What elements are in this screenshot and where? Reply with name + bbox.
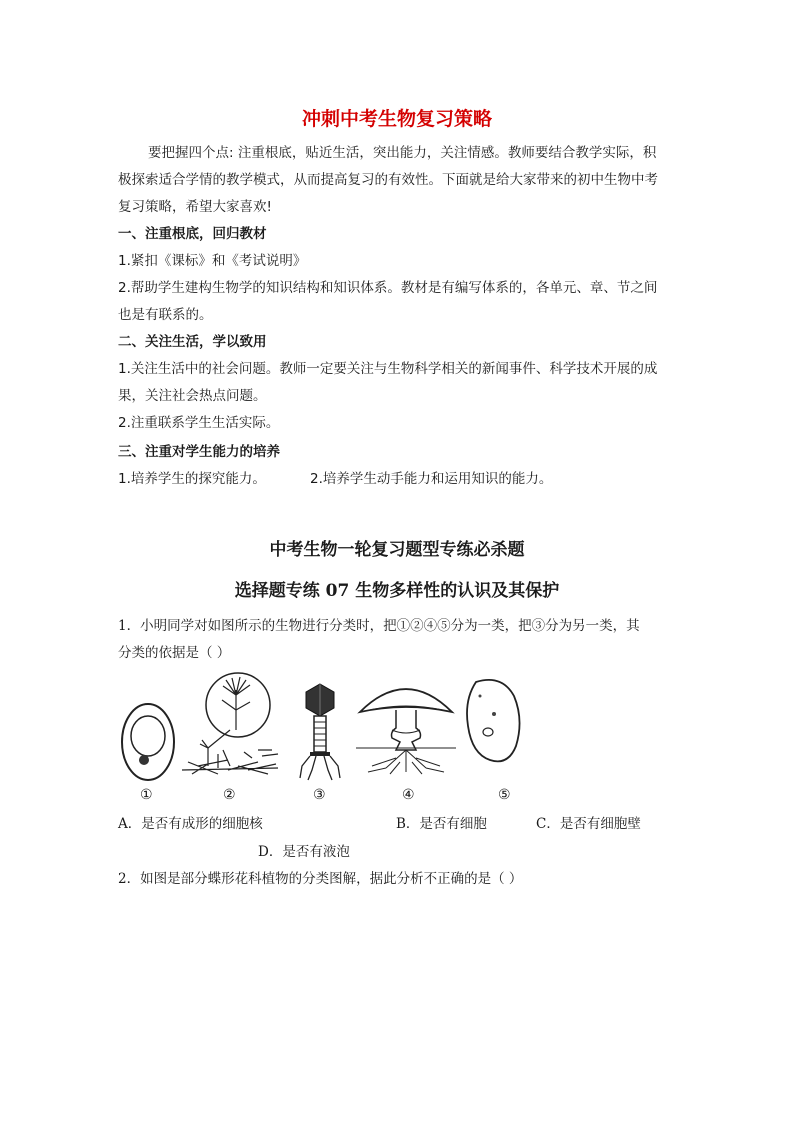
figure-label-5: ⑤ [498,787,511,803]
question-2-line-1: 2．如图是部分蝶形花科植物的分类图解，据此分析不正确的是（ ） [118,871,523,887]
section-1-heading: 一、注重根底，回归教材 [118,226,267,242]
intro-line-2: 极探索适合学情的教学模式，从而提高复习的有效性。下面就是给大家带来的初中生物中考 [118,172,658,188]
yeast-cell-icon [118,700,178,784]
section-2-item-1b: 果，关注社会热点问题。 [118,388,267,404]
section-1-item-1: 1.紧扣《课标》和《考试说明》 [118,253,307,269]
section-2-item-2: 2.注重联系学生生活实际。 [118,415,280,431]
question-1-line-1: 1．小明同学对如图所示的生物进行分类时，把①②④⑤分为一类，把③分为另一类，其 [118,618,640,634]
figure-label-3: ③ [313,787,326,803]
option-d[interactable]: D．是否有液泡 [258,844,350,860]
intro-line-3: 复习策略，希望大家喜欢! [118,199,272,215]
option-c[interactable]: C．是否有细胞壁 [536,816,641,832]
section-2-heading: 二、关注生活，学以致用 [118,334,267,350]
paramecium-icon [462,676,524,766]
mold-hyphae-icon [178,670,288,780]
section-1-item-2a: 2.帮助学生建构生物学的知识结构和知识体系。教材是有编写体系的，各单元、章、节之间 [118,280,658,296]
intro-line-1: 要把握四个点: 注重根底，贴近生活，突出能力，关注情感。教师要结合教学实际，积 [148,145,657,161]
section-2-item-1a: 1.关注生活中的社会问题。教师一定要关注与生物科学相关的新闻事件、科学技术开展的成 [118,361,658,377]
section-3-heading: 三、注重对学生能力的培养 [118,444,280,460]
section-1-item-2b: 也是有联系的。 [118,307,213,323]
exercise-title: 中考生物一轮复习题型专练必杀题 [269,540,525,560]
exercise-subtitle: 选择题专练 07 生物多样性的认识及其保护 [234,581,560,601]
page-title: 冲刺中考生物复习策略 [301,108,492,130]
figure-label-4: ④ [402,787,415,803]
figure-label-2: ② [223,787,236,803]
mushroom-icon [356,680,456,778]
bacteriophage-virus-icon [298,682,342,782]
section-3-item-2: 2.培养学生动手能力和运用知识的能力。 [310,471,553,487]
section-3-item-1: 1.培养学生的探究能力。 [118,471,266,487]
question-1-line-2: 分类的依据是（ ） [118,645,231,661]
option-b[interactable]: B．是否有细胞 [396,816,487,832]
figure-label-1: ① [140,787,153,803]
option-a[interactable]: A．是否有成形的细胞核 [118,816,263,832]
